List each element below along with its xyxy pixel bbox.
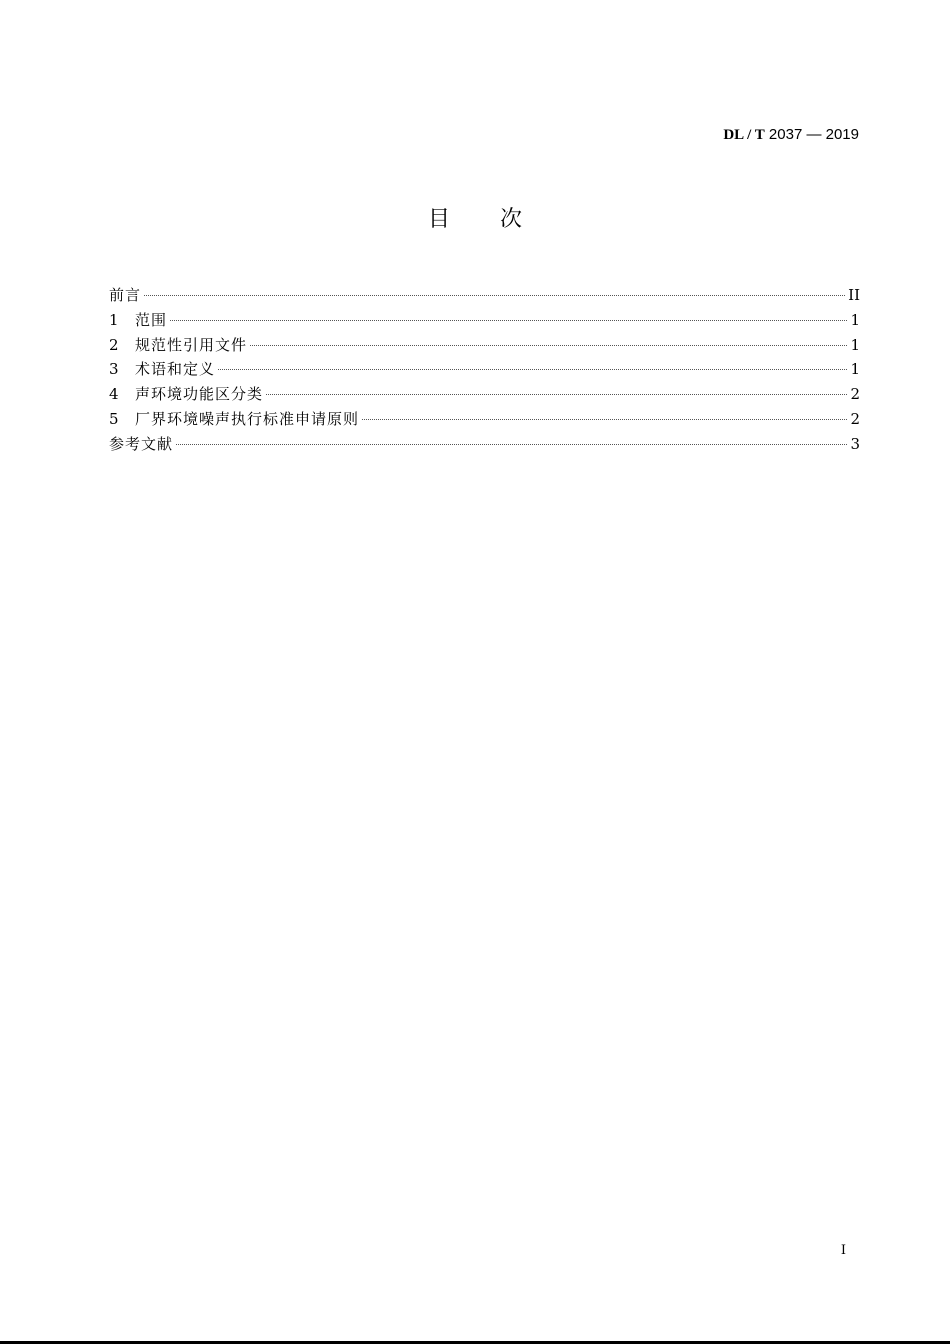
toc-entry-label: 声环境功能区分类 bbox=[135, 385, 264, 404]
toc-entry-label: 前言 bbox=[109, 286, 142, 304]
toc-page-number: 1 bbox=[850, 360, 860, 379]
toc-entry-label: 规范性引用文件 bbox=[135, 335, 248, 354]
toc-section-number: 5 bbox=[109, 409, 119, 428]
standard-code bbox=[723, 124, 859, 145]
page-title: 目次 bbox=[427, 207, 572, 232]
toc-entry-label: 范围 bbox=[135, 310, 168, 329]
toc-leader-dots bbox=[144, 294, 845, 296]
toc-section-number: 4 bbox=[109, 385, 119, 404]
toc-page-number: 1 bbox=[850, 310, 860, 329]
toc-entry-bibliography[interactable] bbox=[109, 432, 860, 457]
toc-entry-label: 厂界环境噪声执行标准申请原则 bbox=[135, 409, 360, 428]
toc-leader-dots bbox=[266, 393, 847, 395]
toc-section-number: 2 bbox=[109, 335, 119, 354]
toc-page-number: 1 bbox=[850, 335, 860, 354]
toc-entry-boundary-noise[interactable] bbox=[109, 407, 860, 432]
toc-leader-dots bbox=[218, 368, 847, 370]
toc-page-number: II bbox=[848, 286, 860, 304]
toc-entry-acoustic-zones[interactable] bbox=[109, 382, 860, 407]
toc-leader-dots bbox=[176, 443, 847, 445]
standard-code-number: 2037 — 2019 bbox=[764, 126, 859, 143]
toc-entry-label: 参考文献 bbox=[109, 434, 174, 453]
page-number: I bbox=[840, 1243, 846, 1258]
toc-section-number: 3 bbox=[109, 360, 119, 379]
toc-leader-dots bbox=[170, 319, 847, 321]
toc-page-number: 3 bbox=[850, 434, 860, 453]
toc-entry-normative-references[interactable] bbox=[109, 333, 860, 358]
standard-code-prefix: DL / T bbox=[723, 127, 765, 143]
table-of-contents bbox=[109, 283, 860, 457]
toc-leader-dots bbox=[362, 418, 847, 420]
toc-entry-label: 术语和定义 bbox=[135, 360, 216, 379]
toc-entry-terms-definitions[interactable] bbox=[109, 357, 860, 382]
toc-entry-scope[interactable] bbox=[109, 308, 860, 333]
toc-page-number: 2 bbox=[850, 409, 860, 428]
toc-entry-foreword[interactable] bbox=[109, 283, 860, 308]
toc-leader-dots bbox=[250, 344, 847, 346]
toc-section-number: 1 bbox=[109, 310, 119, 329]
toc-page-number: 2 bbox=[850, 385, 860, 404]
